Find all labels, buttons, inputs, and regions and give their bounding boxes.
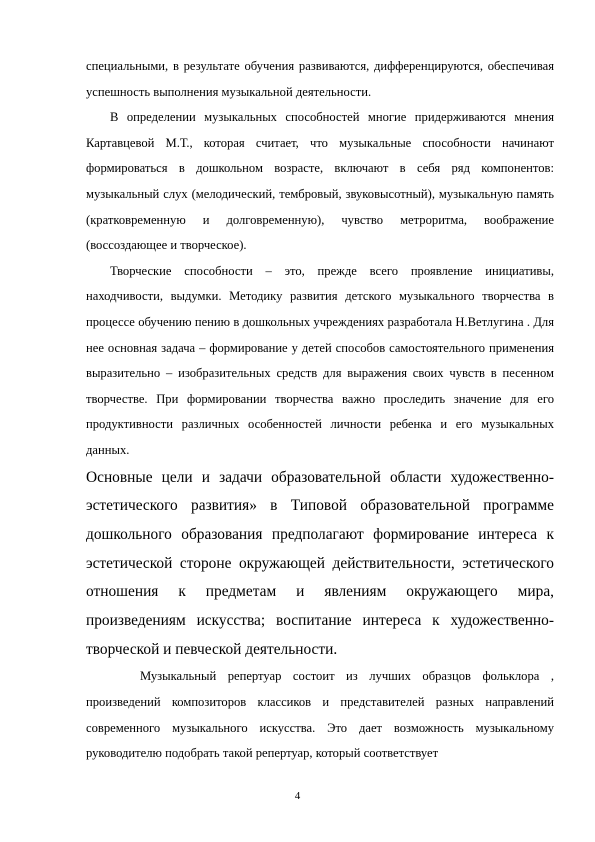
- paragraph-repertoire: Музыкальный репертуар состоит из лучших образцов фольклора , произведений композиторов классиков и представителей разных направлений современного музыкального искусства. Это дает возможность музыкальному руководителю подобрать такой репертуар, который соответствует: [86, 669, 554, 761]
- body-text: [86, 54, 554, 767]
- paragraph-aesthetic-goals: Основные цели и задачи образовательной области художественно-эстетического развития» в Типовой образовательной программе дошкольного образования предполагают формирование интереса к эстетической стороне окружающей действительности, эстетического отношения к предметам и явлениям окружающего мира, произведениям искусства; воспитание интереса к художественно-творческой и певческой деятельности.: [86, 468, 554, 658]
- paragraph-creative-abilities: Творческие способности – это, прежде всего проявление инициативы, находчивости, выдумки. Методику развития детского музыкального творчества в процессе обучению пению в дошкольных учреждениях разработала Н.Ветлугина . Для нее основная задача – формирование у детей способов самостоятельного применения выразительно – изобразительных средств для выражения своих чувств в песенном творчестве. При формировании творчества важно проследить значение для его продуктивности различных особенностей личности ребенка и его музыкальных данных.: [86, 263, 554, 457]
- paragraph-musical-abilities: В определении музыкальных способностей многие придерживаются мнения Картавцевой М.Т., которая считает, что музыкальные способности начинают формироваться в дошкольном возрасте, включают в себя ряд компонентов: музыкальный слух (мелодический, тембровый, звуковысотный), музыкальную память (кратковременную и долговременную), чувство метроритма, воображение (воссоздающее и творческое).: [86, 110, 554, 253]
- paragraph-continuation: специальными, в результате обучения развиваются, дифференцируются, обеспечивая успешность выполнения музыкальной деятельности.: [86, 59, 554, 99]
- page-number: 4: [294, 790, 301, 802]
